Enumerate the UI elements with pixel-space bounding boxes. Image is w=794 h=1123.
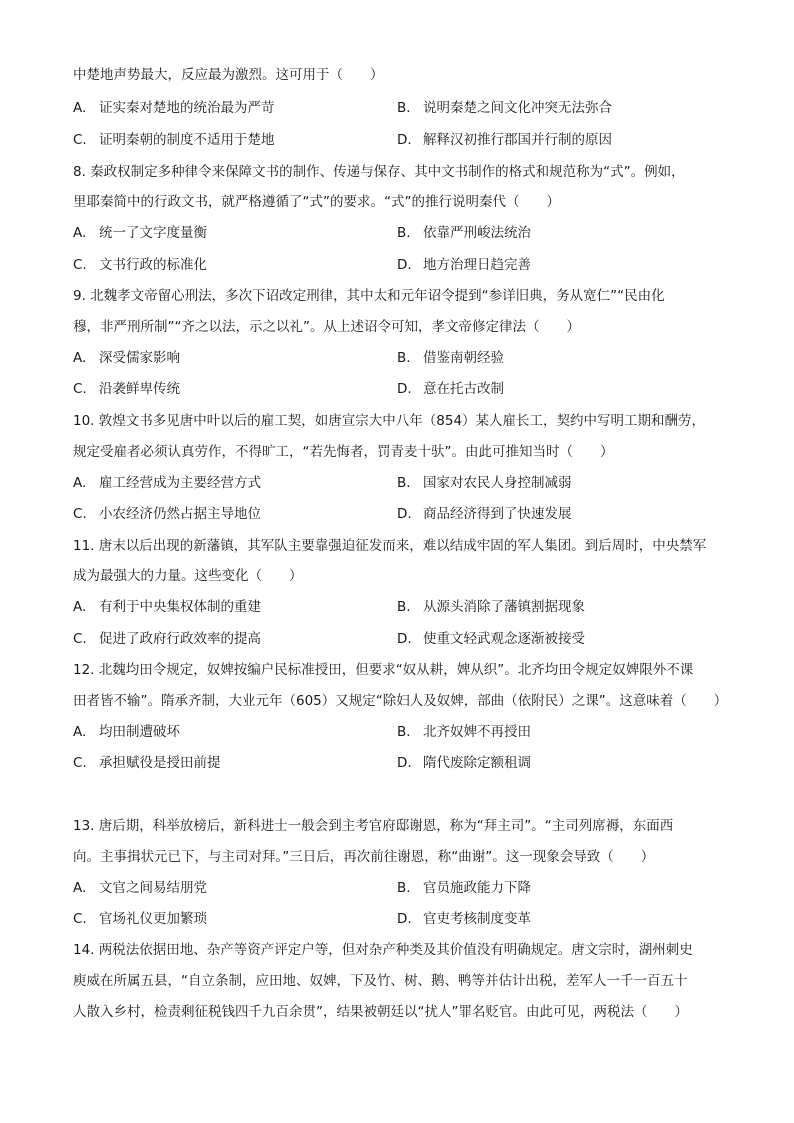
question-7-stem-line-1: 中楚地声势最大，反应最为激烈。这可用于（ ） (73, 67, 384, 83)
question-10-option-a[interactable]: A. 雇工经营成为主要经营方式 (73, 475, 261, 491)
question-8-option-c[interactable]: C. 文书行政的标准化 (73, 257, 207, 273)
question-11-option-d[interactable]: D. 使重文轻武观念逐渐被接受 (397, 631, 585, 647)
question-9-option-d[interactable]: D. 意在托古改制 (397, 381, 504, 397)
question-11-option-c[interactable]: C. 促进了政府行政效率的提高 (73, 631, 261, 647)
question-8-stem-line-2: 里耶秦简中的行政文书，就严格遵循了“式”的要求。“式”的推行说明秦代（ ） (73, 194, 560, 210)
question-14-stem-line-1: 14. 两税法依据田地、杂产等资产评定户等，但对杂产种类及其价值没有明确规定。唐文宗时，湖州刺史 (73, 942, 693, 958)
question-10-stem-line-1: 10. 敦煌文书多见唐中叶以后的雇工契，如唐宣宗大中八年（854）某人雇长工，契约中写明工期和酬劳， (73, 413, 706, 429)
question-9-stem-line-1: 9. 北魏孝文帝留心刑法，多次下诏改定刑律，其中太和元年诏令提到“参详旧典，务从宽仁”“民由化 (73, 288, 665, 304)
question-12-option-b[interactable]: B. 北齐奴婢不再授田 (397, 724, 531, 740)
question-7-option-b[interactable]: B. 说明秦楚之间文化冲突无法弥合 (397, 100, 612, 116)
question-10-stem-line-2: 规定受雇者必须认真劳作，不得旷工，“若先悔者，罚青麦十驮”。由此可推知当时（ ） (73, 444, 614, 460)
question-7-option-a[interactable]: A. 证实秦对楚地的统治最为严苛 (73, 100, 275, 116)
question-14-stem-line-2: 庾威在所属五县，“自立条制，应田地、奴婢，下及竹、树、鹅、鸭等并估计出税，差军人一千一百五十 (73, 973, 688, 989)
question-9-option-b[interactable]: B. 借鉴南朝经验 (397, 350, 504, 366)
question-11-option-b[interactable]: B. 从源头消除了藩镇割据现象 (397, 599, 585, 615)
question-11-stem-line-2: 成为最强大的力量。这些变化（ ） (73, 568, 303, 584)
question-8-option-d[interactable]: D. 地方治理日趋完善 (397, 257, 531, 273)
question-13-option-d[interactable]: D. 官吏考核制度变革 (397, 911, 531, 927)
question-7-option-d[interactable]: D. 解释汉初推行郡国并行制的原因 (397, 132, 612, 148)
question-8-option-a[interactable]: A. 统一了文字度量衡 (73, 225, 207, 241)
question-13-option-c[interactable]: C. 官场礼仪更加繁琐 (73, 911, 207, 927)
question-9-stem-line-2: 穆，非严刑所制”“齐之以法，示之以礼”。从上述诏令可知，孝文帝修定律法（ ） (73, 319, 580, 335)
question-7-option-c[interactable]: C. 证明秦朝的制度不适用于楚地 (73, 132, 275, 148)
question-11-stem-line-1: 11. 唐末以后出现的新藩镇，其军队主要靠强迫征发而来，难以结成牢固的军人集团。到后周时，中央禁军 (73, 538, 707, 554)
question-9-option-c[interactable]: C. 沿袭鲜卑传统 (73, 381, 180, 397)
question-12-stem-line-2: 田者皆不输”。隋承齐制，大业元年（605）又规定“除妇人及奴婢，部曲（依附民）之课”。这意味着（ ） (73, 693, 728, 709)
question-11-option-a[interactable]: A. 有利于中央集权体制的重建 (73, 599, 261, 615)
question-13-stem-line-2: 向。主事揖状元已下，与主司对拜。”三日后，再次前往谢恩，称“曲谢”。这一现象会导致（ ） (73, 849, 655, 865)
question-10-option-b[interactable]: B. 国家对农民人身控制减弱 (397, 475, 572, 491)
question-13-option-a[interactable]: A. 文官之间易结朋党 (73, 880, 207, 896)
question-12-stem-line-1: 12. 北魏均田令规定，奴婢按编户民标准授田，但要求“奴从耕，婢从织”。北齐均田令规定奴婢限外不课 (73, 662, 694, 678)
question-14-stem-line-3: 人散入乡村，检责剩征税钱四千九百余贯”，结果被朝廷以“扰人”罪名贬官。由此可见，两税法（ ） (73, 1004, 688, 1020)
question-12-option-c[interactable]: C. 承担赋役是授田前提 (73, 755, 221, 771)
question-8-option-b[interactable]: B. 依靠严刑峻法统治 (397, 225, 531, 241)
question-13-stem-line-1: 13. 唐后期，科举放榜后，新科进士一般会到主考官府邸谢恩，称为“拜主司”。“主司列席褥，东面西 (73, 818, 674, 834)
question-10-option-c[interactable]: C. 小农经济仍然占据主导地位 (73, 506, 261, 522)
question-13-option-b[interactable]: B. 官员施政能力下降 (397, 880, 531, 896)
question-12-option-a[interactable]: A. 均田制遭破坏 (73, 724, 180, 740)
question-8-stem-line-1: 8. 秦政权制定多种律令来保障文书的制作、传递与保存、其中文书制作的格式和规范称为“式”。例如， (73, 164, 685, 180)
question-10-option-d[interactable]: D. 商品经济得到了快速发展 (397, 506, 572, 522)
question-12-option-d[interactable]: D. 隋代废除定额租调 (397, 755, 531, 771)
question-9-option-a[interactable]: A. 深受儒家影响 (73, 350, 180, 366)
